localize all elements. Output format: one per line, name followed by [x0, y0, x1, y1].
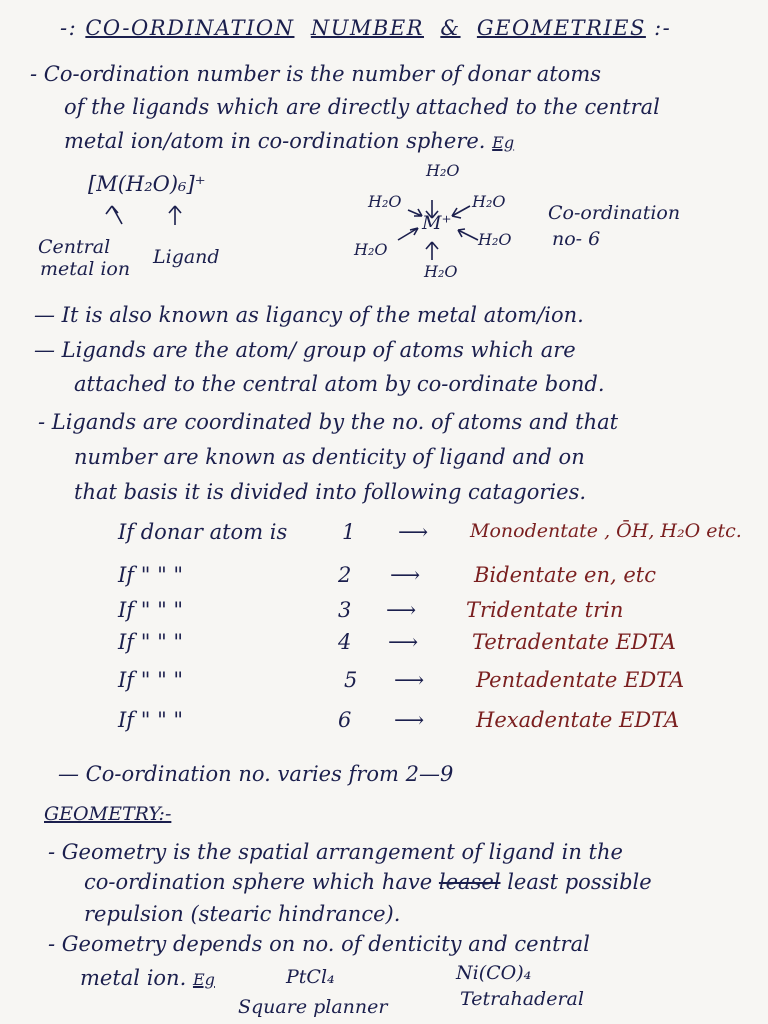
cn-label-line-1: Co-ordination: [548, 202, 681, 224]
category-lead: If donar atom is: [118, 520, 288, 544]
definition-line-3-text: metal ion/atom in co-ordination sphere.: [64, 129, 486, 153]
geometry-line-1: - Geometry is the spatial arrangement of ligand in the: [48, 840, 623, 864]
geometry-line-2-text: co-ordination sphere which have: [84, 870, 433, 894]
geometry-line-5: [80, 966, 215, 990]
central-label-line-1: Central: [38, 236, 111, 258]
title-word-number: NUMBER: [310, 16, 424, 40]
category-label: Bidentate en, etc: [474, 563, 656, 587]
point-ligands-line-2: attached to the central atom by co-ordinate bond.: [74, 372, 605, 396]
point-ligands-line-1: — Ligands are the atom/ group of atoms which are: [34, 338, 576, 362]
category-lead: If " " ": [118, 630, 184, 654]
category-number: 3: [338, 598, 352, 622]
category-lead: If " " ": [118, 598, 184, 622]
category-row-2: [0, 563, 768, 595]
arrow-icon: ⟶: [394, 668, 425, 692]
title-lead: -:: [60, 16, 78, 40]
example-nico4-shape: Tetrahaderal: [460, 988, 584, 1010]
category-label: Monodentate , ŌH, H₂O etc.: [470, 520, 742, 542]
definition-eg: Eg: [492, 133, 515, 152]
title-word-coordination: CO-ORDINATION: [85, 16, 295, 40]
category-number: 6: [338, 708, 352, 732]
category-number: 4: [338, 630, 352, 654]
category-row-6: [0, 708, 768, 740]
category-label: Tetradentate EDTA: [472, 630, 676, 654]
point-ligancy: — It is also known as ligancy of the metal atom/ion.: [34, 303, 584, 327]
ligand-label: Ligand: [153, 246, 220, 268]
arrow-icon: ⟶: [390, 563, 421, 587]
geometry-line-2-tail: least possible: [507, 870, 652, 894]
water-top: H₂O: [426, 161, 460, 180]
cn-label-line-2: no- 6: [552, 228, 601, 250]
water-upper-left: H₂O: [368, 192, 402, 211]
water-bottom: H₂O: [424, 262, 458, 281]
geometry-line-3: repulsion (stearic hindrance).: [84, 902, 401, 926]
point-denticity-line-2: number are known as denticity of ligand and on: [74, 445, 585, 469]
struck-word: leasel: [438, 870, 501, 894]
definition-line-2: of the ligands which are directly attached to the central: [64, 95, 660, 119]
title-tail: :-: [654, 16, 672, 40]
point-denticity-line-3: that basis it is divided into following catagories.: [74, 480, 587, 504]
category-label: Pentadentate EDTA: [476, 668, 685, 692]
point-denticity-line-1: - Ligands are coordinated by the no. of atoms and that: [38, 410, 619, 434]
category-lead: If " " ": [118, 668, 184, 692]
geometry-heading: GEOMETRY:-: [44, 803, 172, 825]
coordination-range: — Co-ordination no. varies from 2—9: [58, 762, 454, 786]
water-upper-right: H₂O: [472, 192, 506, 211]
geometry-line-2: [84, 870, 652, 894]
arrow-icon: ⟶: [398, 520, 429, 544]
category-number: 1: [342, 520, 356, 544]
page-title: [60, 16, 671, 40]
category-row-1: [0, 520, 768, 552]
arrow-icon: ⟶: [394, 708, 425, 732]
geometry-line-5-text: metal ion.: [80, 966, 187, 990]
metal-center: M⁺: [422, 212, 452, 234]
category-label: Tridentate trin: [466, 598, 624, 622]
category-row-4: [0, 630, 768, 662]
arrow-icon: ⟶: [386, 598, 417, 622]
category-label: Hexadentate EDTA: [476, 708, 680, 732]
central-label-line-2: metal ion: [40, 258, 131, 280]
example-nico4: Ni(CO)₄: [456, 962, 532, 984]
category-number: 5: [344, 668, 358, 692]
example-ptcl4: PtCl₄: [286, 966, 335, 988]
water-lower-left: H₂O: [354, 240, 388, 259]
category-number: 2: [338, 563, 352, 587]
definition-line-3: [64, 129, 514, 153]
geometry-eg: Eg: [192, 970, 215, 989]
category-row-5: [0, 668, 768, 700]
title-word-geometries: GEOMETRIES: [476, 16, 646, 40]
geometry-line-4: - Geometry depends on no. of denticity and central: [48, 932, 590, 956]
water-lower-right: H₂O: [478, 230, 512, 249]
category-row-3: [0, 598, 768, 630]
complex-formula: [M(H₂O)₆]⁺: [88, 172, 206, 196]
category-lead: If " " ": [118, 708, 184, 732]
definition-line-1: - Co-ordination number is the number of donar atoms: [30, 62, 602, 86]
category-lead: If " " ": [118, 563, 184, 587]
title-ampersand: &: [440, 16, 461, 40]
example-ptcl4-shape: Square planner: [238, 996, 388, 1018]
arrow-icon: ⟶: [388, 630, 419, 654]
